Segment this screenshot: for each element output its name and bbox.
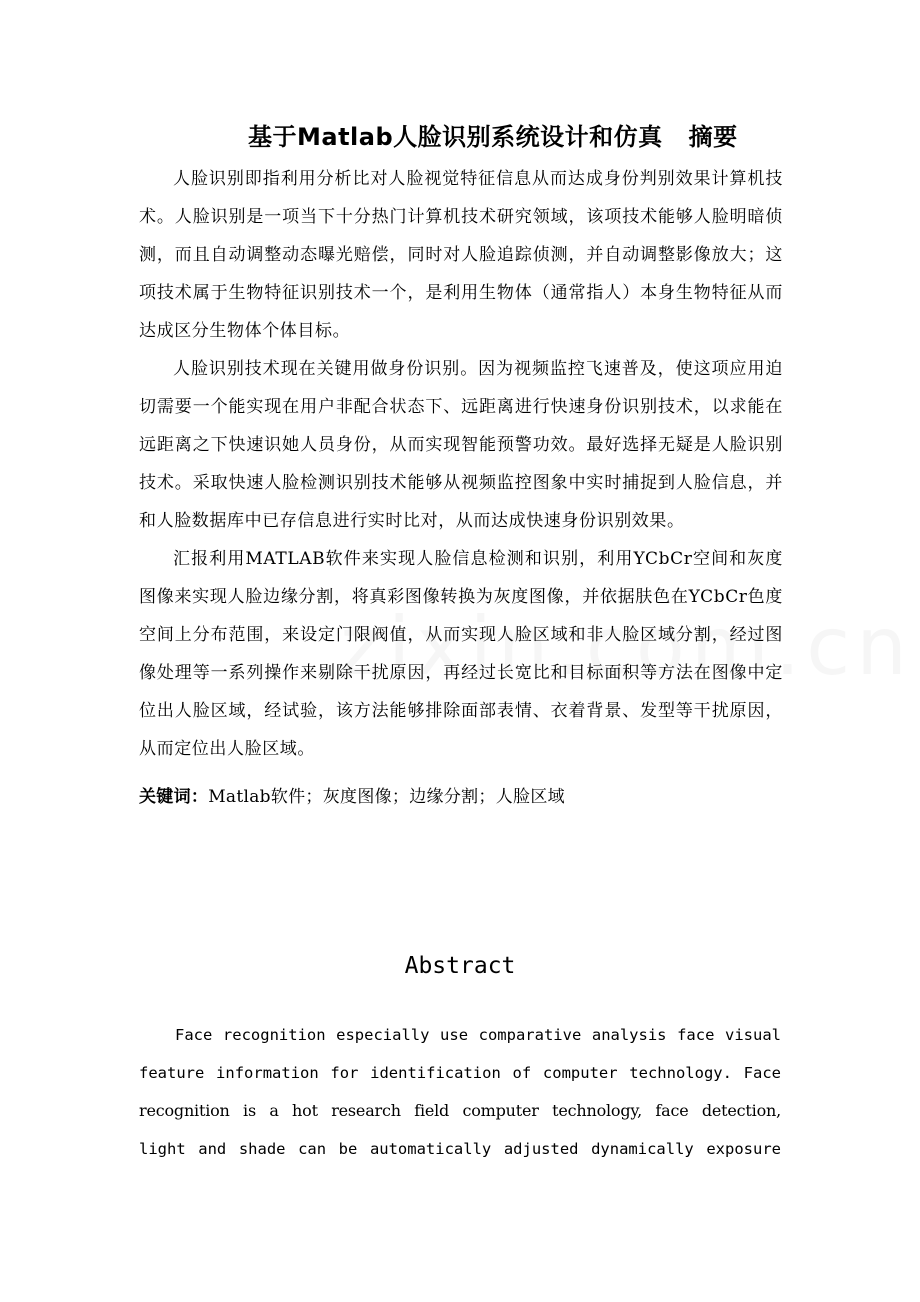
keywords-label: 关键词： [139, 787, 209, 807]
english-abstract [139, 1016, 781, 1168]
english-abstract-line: feature information for identification of computer technology. Face [139, 1064, 781, 1082]
title-abstract-label: 摘要 [688, 123, 738, 151]
english-abstract-heading: Abstract [404, 953, 516, 979]
abstract-paragraph-3: 汇报利用MATLAB软件来实现人脸信息检测和识别，利用YCbCr空间和灰度图像来实现人脸边缘分割，将真彩图像转换为灰度图像，并依据肤色在YCbCr色度空间上分布范围，来设定门限阀值，从而实现人脸区域和非人脸区域分割，经过图像处理等一系列操作来剔除干扰原因，再经过长宽比和目标面积等方法在图像中定位出人脸区域，经试验，该方法能够排除面部表情、衣着背景、发型等干扰原因，从而定位出人脸区域。 [139, 549, 783, 759]
document-title [248, 117, 808, 157]
abstract-paragraph-2: 人脸识别技术现在关键用做身份识别。因为视频监控飞速普及，使这项应用迫切需要一个能实现在用户非配合状态下、远距离进行快速身份识别技术，以求能在远距离之下快速识她人员身份，从而实现智能预警功效。最好选择无疑是人脸识别技术。采取快速人脸检测识别技术能够从视频监控图象中实时捕捉到人脸信息，并和人脸数据库中已存信息进行实时比对，从而达成快速身份识别效果。 [139, 359, 783, 531]
english-abstract-line: recognition is a hot research field computer technology, face detection, [139, 1101, 781, 1120]
title-main: 基于Matlab人脸识别系统设计和仿真 [248, 123, 663, 151]
english-abstract-line: light and shade can be automatically adjusted dynamically exposure [139, 1140, 781, 1158]
keywords-line [139, 778, 783, 816]
chinese-abstract [139, 160, 783, 768]
keywords-text: Matlab软件；灰度图像；边缘分割；人脸区域 [208, 787, 565, 807]
english-abstract-line: Face recognition especially use comparative analysis face visual [175, 1026, 781, 1044]
abstract-paragraph-1: 人脸识别即指利用分析比对人脸视觉特征信息从而达成身份判别效果计算机技术。人脸识别是一项当下十分热门计算机技术研究领域，该项技术能够人脸明暗侦测，而且自动调整动态曝光赔偿，同时对人脸追踪侦测，并自动调整影像放大；这项技术属于生物特征识别技术一个，是利用生物体（通常指人）本身生物特征从而达成区分生物体个体目标。 [139, 169, 783, 341]
